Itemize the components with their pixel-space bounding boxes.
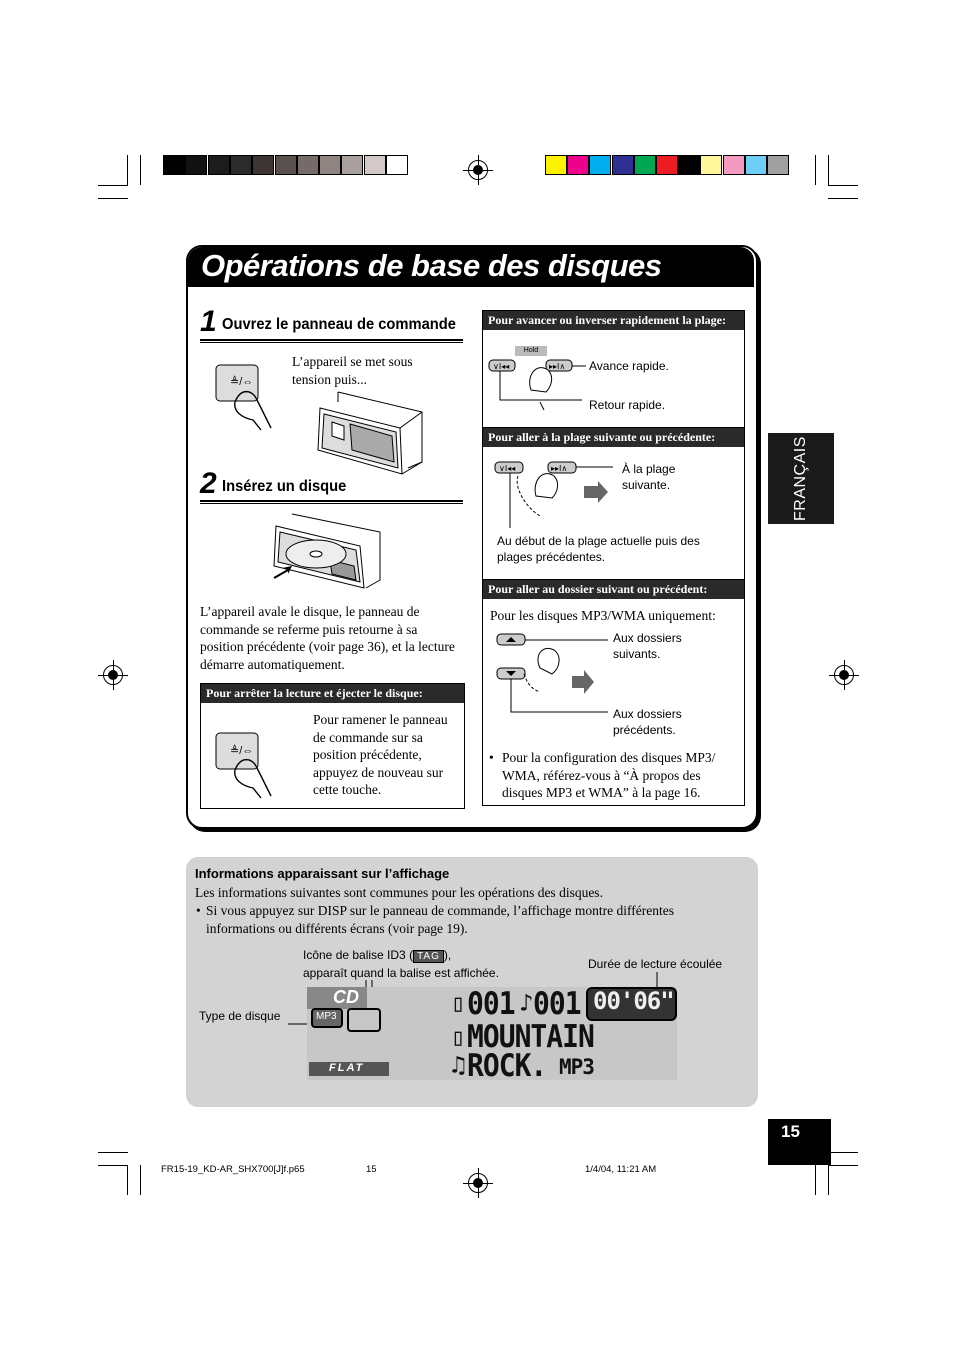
prev-folder-label: Aux dossiers précédents. xyxy=(613,707,682,737)
crop-mark xyxy=(828,1165,829,1195)
button-label: ≜/⇔ xyxy=(230,376,254,388)
footer-date: 1/4/04, 11:21 AM xyxy=(585,1164,657,1175)
crop-mark xyxy=(98,1165,128,1166)
button-label: ≜/⇔ xyxy=(230,745,254,757)
registration-mark-icon xyxy=(103,665,123,685)
gray-swatch xyxy=(208,155,230,175)
color-swatch xyxy=(656,155,678,175)
svg-text:▸▸I∧: ▸▸I∧ xyxy=(549,362,566,371)
crop-mark xyxy=(127,155,128,185)
folder-icon: ▯ xyxy=(451,1023,465,1051)
svg-text:▸▸I∧: ▸▸I∧ xyxy=(551,464,568,473)
bullet-marker: • xyxy=(489,750,494,765)
folder-box-intro: Pour les disques MP3/WMA uniquement: xyxy=(490,608,716,623)
crop-mark xyxy=(828,1165,858,1166)
color-swatch xyxy=(700,155,722,175)
gray-swatch xyxy=(163,155,185,175)
eject-button-illustration xyxy=(213,730,283,800)
gray-swatch xyxy=(297,155,319,175)
next-folder-label: Aux dossiers suivants. xyxy=(613,631,682,661)
divider xyxy=(200,339,463,343)
divider xyxy=(200,500,463,504)
info-heading: Informations apparaissant sur l’affichage xyxy=(195,866,450,881)
file-name: ROCK. xyxy=(467,1047,547,1080)
id3-label-c: apparaît quand la balise est affichée. xyxy=(303,966,499,980)
prev-track-label: Au début de la plage actuelle puis des plages précédentes. xyxy=(497,534,700,564)
music-note-icon: ♪ xyxy=(519,989,533,1017)
color-swatch xyxy=(545,155,567,175)
gray-swatch xyxy=(230,155,252,175)
bullet-marker: • xyxy=(196,903,201,918)
footer-file: FR15-19_KD-AR_SHX700[J]f.p65 xyxy=(161,1164,305,1175)
info-line1: Les informations suivantes sont communes pour les opérations des disques. xyxy=(195,885,603,900)
svg-text:∨I◂◂: ∨I◂◂ xyxy=(493,362,510,371)
folder-number: 001 xyxy=(467,987,515,1022)
step-heading: Ouvrez le panneau de commande xyxy=(222,316,456,333)
color-swatch xyxy=(612,155,634,175)
crop-mark xyxy=(828,198,858,199)
folder-icon: ▯ xyxy=(451,989,465,1017)
hold-label: Hold xyxy=(515,346,547,356)
registration-mark-icon xyxy=(834,665,854,685)
crop-mark xyxy=(815,1165,816,1195)
registration-mark-icon xyxy=(468,1173,488,1193)
tag-icon: TAG xyxy=(413,950,444,963)
footer-page: 15 xyxy=(366,1164,377,1175)
gray-swatch xyxy=(386,155,408,175)
page-number: 15 xyxy=(781,1122,800,1141)
crop-mark xyxy=(140,1165,141,1195)
elapsed-time-label: Durée de lecture écoulée xyxy=(588,957,723,971)
lcd-display xyxy=(307,987,677,1080)
skip-buttons-hold-illustration xyxy=(486,356,586,412)
gray-swatch xyxy=(275,155,297,175)
folder-box-heading: Pour aller au dossier suivant ou précédent: xyxy=(483,580,744,599)
file-extension: MP3 xyxy=(559,1055,594,1079)
folder-skip-illustration xyxy=(488,630,608,720)
track-number: 001 xyxy=(533,987,581,1022)
track-skip-illustration xyxy=(488,456,613,531)
gray-swatch xyxy=(252,155,274,175)
language-tab-label: FRANÇAIS xyxy=(792,436,809,521)
tag-indicator-frame xyxy=(347,1008,381,1032)
disc-type: MP3 xyxy=(316,1011,337,1022)
fast-forward-box-heading: Pour avancer ou inverser rapidement la plage: xyxy=(483,311,744,330)
eq-mode: FLAT xyxy=(329,1062,365,1074)
step2-text: L’appareil avale le disque, le panneau de commande se referme puis retourne à sa position précédente (voir page 36), et la lecture démarre automatiquement. xyxy=(200,604,455,672)
disc-logo: CD xyxy=(333,987,359,1007)
svg-text:∨I◂◂: ∨I◂◂ xyxy=(499,464,516,473)
color-swatch xyxy=(745,155,767,175)
folder-name: MOUNTAIN xyxy=(467,1018,594,1055)
file-icon: ♫ xyxy=(451,1051,465,1079)
color-swatch xyxy=(767,155,789,175)
gray-swatch xyxy=(364,155,386,175)
eject-box-text: Pour ramener le panneau de commande sur sa position précédente, appuyez de nouveau sur cette touche. xyxy=(313,712,448,797)
step1-text: L’appareil se met sous tension puis... xyxy=(292,354,413,387)
id3-label-b: ), xyxy=(443,948,452,962)
color-swatch xyxy=(723,155,745,175)
crop-mark xyxy=(98,198,128,199)
crop-mark xyxy=(98,185,128,186)
disc-insert-illustration xyxy=(270,510,385,592)
disc-type-label: Type de disque xyxy=(199,1009,281,1023)
color-swatch xyxy=(678,155,700,175)
registration-mark-icon xyxy=(468,160,488,180)
crop-mark xyxy=(98,1152,128,1153)
reverse-label: Retour rapide. xyxy=(589,398,666,412)
step-number: 1 xyxy=(200,305,217,338)
crop-mark xyxy=(140,155,141,185)
id3-label-a: Icône de balise ID3 ( xyxy=(303,948,414,962)
open-button-illustration xyxy=(213,362,283,432)
next-track-label: À la plage suivante. xyxy=(622,462,676,492)
folder-box-note: Pour la configuration des disques MP3/ WMA, référez-vous à “À propos des disques MP3 et WMA” à la page 16. xyxy=(502,750,716,800)
crop-mark xyxy=(828,155,829,185)
car-stereo-open-illustration xyxy=(310,388,430,480)
eject-box-heading: Pour arrêter la lecture et éjecter le disque: xyxy=(201,684,464,703)
step-heading: Insérez un disque xyxy=(222,478,347,495)
crop-mark xyxy=(828,1152,858,1153)
info-bullet: Si vous appuyez sur DISP sur le panneau de commande, l’affichage montre différentes informations ou différents écrans (voir page 19). xyxy=(206,903,674,936)
page-title: Opérations de base des disques xyxy=(201,248,662,283)
track-box-heading: Pour aller à la plage suivante ou précédente: xyxy=(483,428,744,447)
gray-swatch xyxy=(185,155,207,175)
crop-mark xyxy=(828,185,858,186)
gray-swatch xyxy=(319,155,341,175)
crop-mark xyxy=(815,155,816,185)
color-swatch xyxy=(567,155,589,175)
color-swatch xyxy=(634,155,656,175)
step-number: 2 xyxy=(200,467,217,500)
gray-swatch xyxy=(341,155,363,175)
color-swatch xyxy=(589,155,611,175)
forward-label: Avance rapide. xyxy=(589,359,669,373)
crop-mark xyxy=(127,1165,128,1195)
elapsed-time: 00'06" xyxy=(593,987,674,1015)
